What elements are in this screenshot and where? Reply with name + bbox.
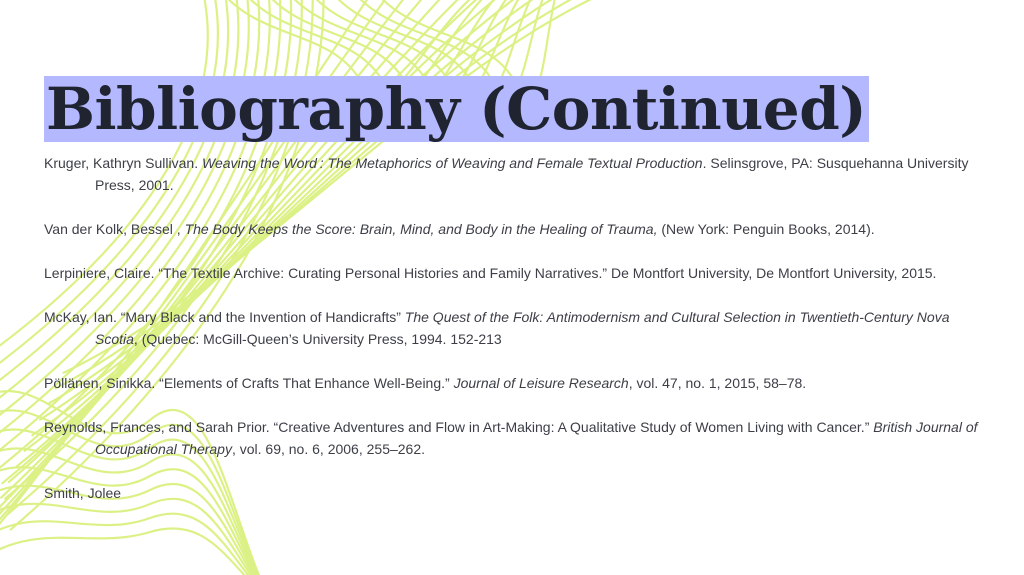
title-wrap	[44, 76, 869, 142]
bibliography-entry	[44, 372, 994, 394]
entry-title-italic: The Body Keeps the Score: Brain, Mind, and Body in the Healing of Trauma,	[184, 221, 658, 237]
bibliography-entry	[44, 416, 994, 460]
entry-text: Pöllänen, Sinikka. “Elements of Crafts That Enhance Well-Being.”	[44, 375, 454, 391]
entry-title-italic: The Quest of the Folk: Antimodernism and Cultural Selection in Twentieth-Century Nova Scotia	[95, 309, 950, 347]
entry-text: , vol. 47, no. 1, 2015, 58–78.	[628, 375, 807, 391]
entry-text: (New York: Penguin Books, 2014).	[657, 221, 875, 237]
bibliography-entry	[44, 262, 994, 284]
slide-title: Bibliography (Continued)	[44, 76, 869, 142]
entry-text: Smith, Jolee	[44, 485, 122, 501]
entry-text: Reynolds, Frances, and Sarah Prior. “Creative Adventures and Flow in Art-Making: A Qualitative Study of Women Living with Cancer.”	[44, 419, 874, 435]
bibliography-entry	[44, 306, 994, 350]
bibliography-entry	[44, 482, 994, 504]
entry-text: Van der Kolk, Bessel ,	[44, 221, 185, 237]
entry-title-italic: Weaving the Word : The Metaphorics of Weaving and Female Textual Production	[201, 155, 703, 171]
entry-text: , (Quebec: McGill-Queen’s University Press, 1994. 152-213	[133, 331, 502, 347]
bibliography-list	[44, 152, 994, 526]
entry-text: Kruger, Kathryn Sullivan.	[44, 155, 202, 171]
woven-line	[0, 528, 270, 575]
entry-text: McKay, Ian. “Mary Black and the Invention of Handicrafts”	[44, 309, 405, 325]
bibliography-entry	[44, 152, 994, 196]
entry-text: , vol. 69, no. 6, 2006, 255–262.	[231, 441, 426, 457]
entry-text: Lerpiniere, Claire. “The Textile Archive: Curating Personal Histories and Family Narratives.” De Montfort University, De Montfort University, 2015.	[44, 265, 937, 281]
bibliography-entry	[44, 218, 994, 240]
entry-title-italic: British Journal of Occupational Therapy	[95, 419, 978, 457]
entry-text: . Selinsgrove, PA: Susquehanna University Press, 2001.	[95, 155, 969, 193]
entry-title-italic: Journal of Leisure Research	[453, 375, 629, 391]
